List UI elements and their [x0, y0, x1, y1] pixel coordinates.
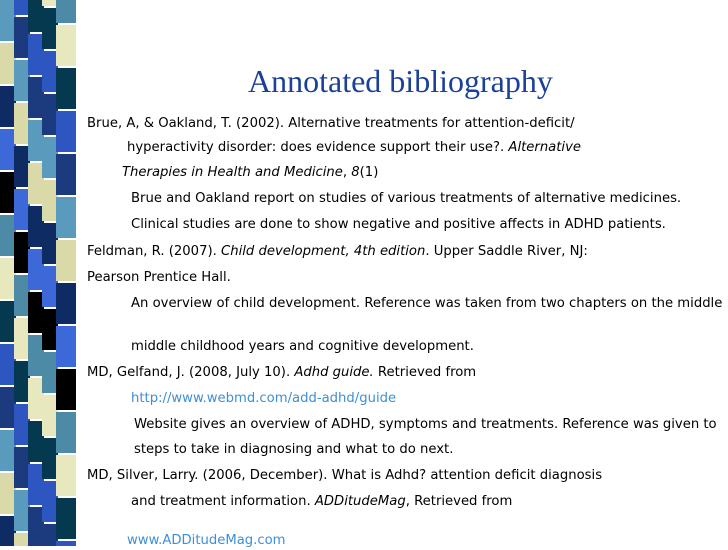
citation-line [87, 364, 476, 382]
citation-line [87, 243, 588, 261]
issue-number: (1) [359, 165, 379, 180]
citation-text: , Retrieved from [405, 494, 513, 509]
stripe-block [56, 283, 76, 324]
citation-line [131, 493, 512, 511]
stripe-block [56, 326, 76, 367]
citation-text: hyperactivity disorder: does evidence support their use?. [127, 140, 509, 155]
citation-text: MD, Gelfand, J. (2008, July 10). [87, 365, 295, 380]
citation-text: Feldman, R. (2007). [87, 244, 221, 259]
decorative-stripe [0, 0, 77, 546]
citation-line [87, 115, 575, 133]
annotation-line: Brue and Oakland report on studies of various treatments of alternative medicines. [131, 191, 682, 206]
citation-text: . Upper Saddle River, NJ: [425, 244, 588, 259]
stripe-block [56, 412, 76, 453]
journal-name: Alternative [508, 140, 582, 155]
article-title: Adhd guide. [294, 365, 374, 380]
magazine-name: ADDitudeMag [314, 494, 406, 509]
citation-text: and treatment information. [131, 494, 315, 509]
publisher: Pearson Prentice Hall. [87, 270, 231, 285]
stripe-block [56, 0, 76, 23]
journal-name: Therapies in Health and Medicine [122, 165, 343, 180]
citation-line [122, 164, 378, 182]
stripe-block [56, 369, 76, 410]
citation-line [127, 139, 581, 157]
stripe-block [56, 455, 76, 496]
stripe-block [56, 111, 76, 152]
reference-link[interactable]: www.ADDitudeMag.com [127, 533, 286, 548]
annotation-line: An overview of child development. Reference was taken from two chapters on the middle [131, 296, 723, 311]
citation-text: , [342, 165, 352, 180]
book-title: Child development, 4th edition [221, 244, 426, 259]
stripe-block [56, 240, 76, 281]
annotation-line: middle childhood years and cognitive development. [131, 339, 474, 354]
stripe-block [56, 498, 76, 539]
citation-line [87, 269, 231, 287]
citation-text: Retrieved from [373, 365, 477, 380]
annotation-line: steps to take in diagnosing and what to do next. [134, 442, 454, 457]
stripe-block [56, 25, 76, 66]
slide-title: Annotated bibliography [248, 63, 553, 99]
citation-text: Brue, A, & Oakland, T. (2002). Alternative treatments for attention-deficit/ [87, 116, 575, 131]
stripe-block [56, 541, 76, 546]
annotation-line: Clinical studies are done to show negative and positive affects in ADHD patients. [131, 217, 666, 232]
reference-link[interactable]: http://www.webmd.com/add-adhd/guide [131, 391, 397, 406]
citation-line [87, 467, 602, 485]
volume-number: 8 [351, 165, 360, 180]
citation-text: MD, Silver, Larry. (2006, December). What is Adhd? attention deficit diagnosis [87, 468, 603, 483]
stripe-block [56, 197, 76, 238]
stripe-block [56, 154, 76, 195]
stripe-block [56, 68, 76, 109]
annotation-line: Website gives an overview of ADHD, symptoms and treatments. Reference was given to [134, 417, 717, 432]
